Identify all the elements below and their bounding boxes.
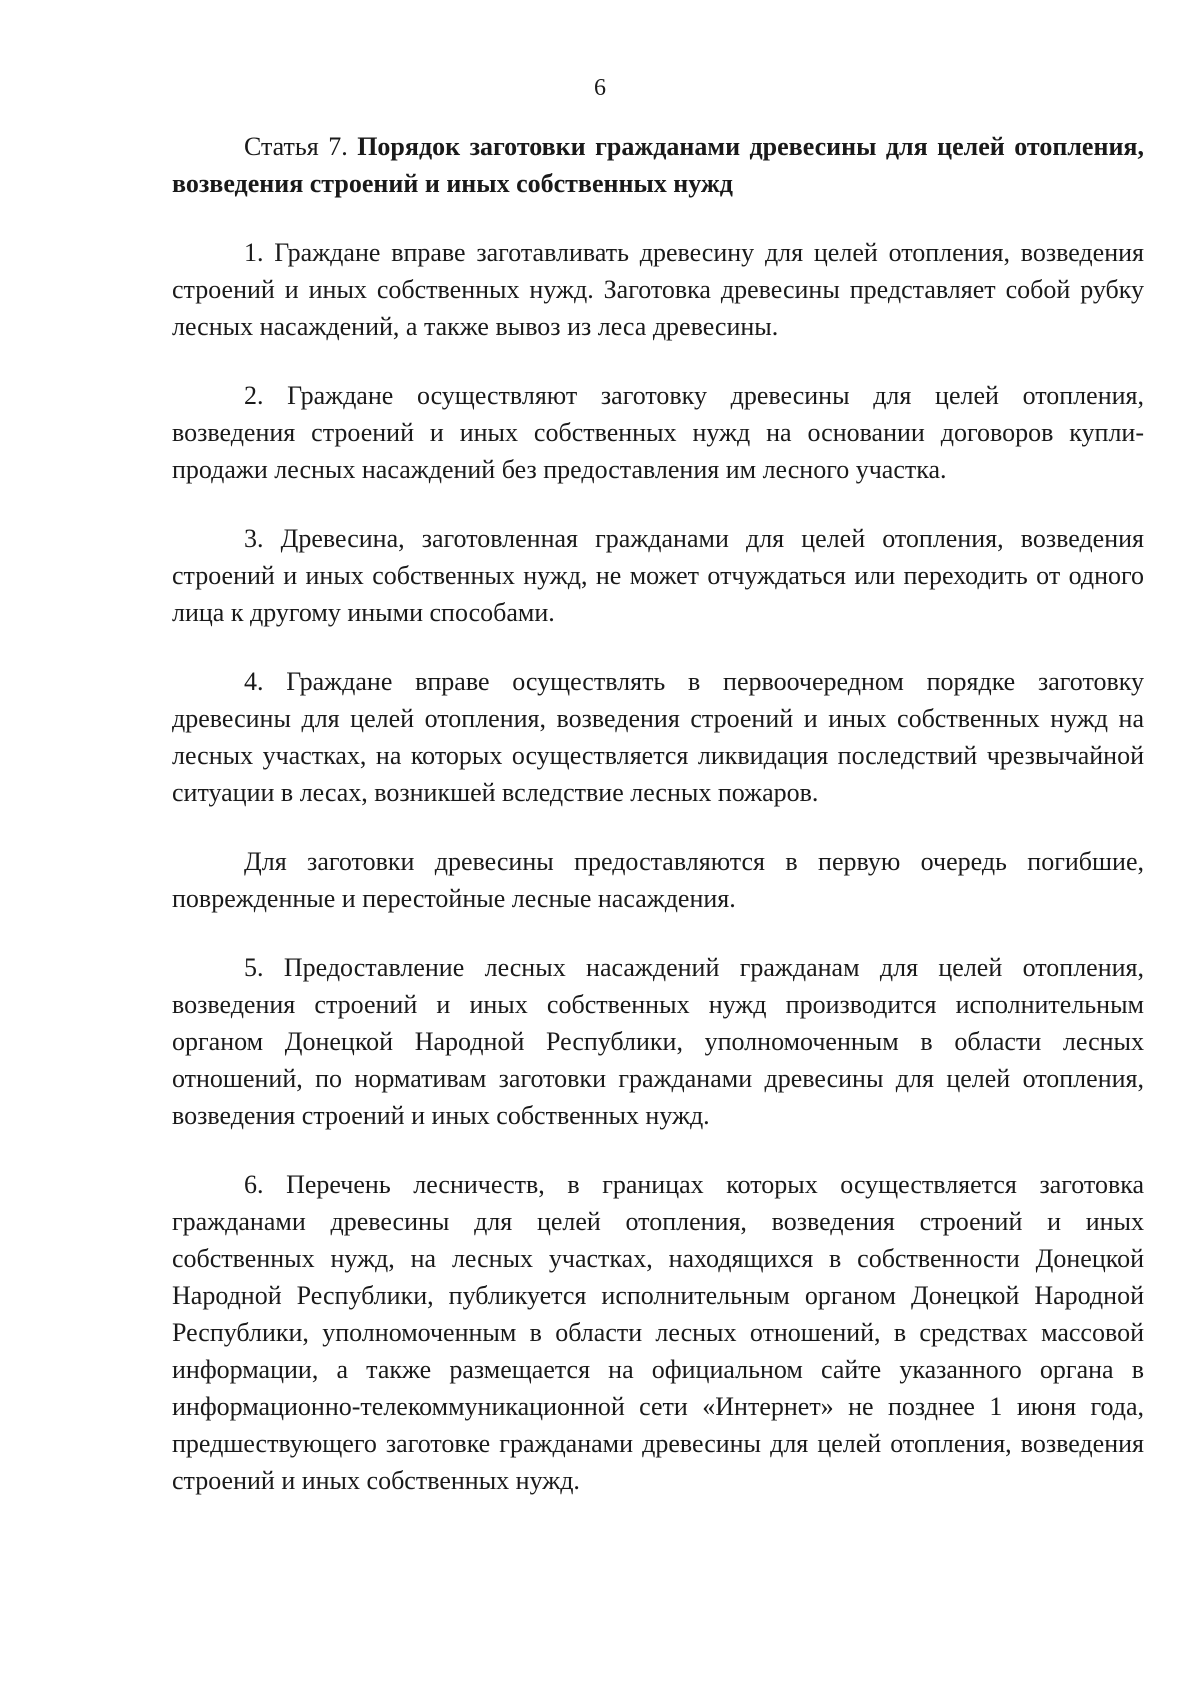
paragraph-2: 2. Граждане осуществляют заготовку древесины для целей отопления, возведения строений и иных собственных нужд на основании договоров купли-продажи лесных насаждений без предоставления им лесного участка. [172,381,1144,484]
paragraph-4: 4. Граждане вправе осуществлять в первоочередном порядке заготовку древесины для целей отопления, возведения строений и иных собственных нужд на лесных участках, на которых осуществляется ликвидация последствий чрезвычайной ситуации в лесах, возникшей вследствие лесных пожаров. [172,667,1144,807]
article-title: Порядок заготовки гражданами древесины для целей отопления, возведения строений и иных собственных нужд [172,132,1144,198]
paragraph-4-continuation: Для заготовки древесины предоставляются в первую очередь погибшие, поврежденные и перестойные лесные насаждения. [172,847,1144,913]
paragraph-5: 5. Предоставление лесных насаждений гражданам для целей отопления, возведения строений и иных собственных нужд производится исполнительным органом Донецкой Народной Республики, уполномоченным в области лесных отношений, по нормативам заготовки гражданами древесины для целей отопления, возведения строений и иных собственных нужд. [172,953,1144,1130]
article-number: Статья 7. [244,132,348,161]
paragraph-6: 6. Перечень лесничеств, в границах которых осуществляется заготовка гражданами древесины для целей отопления, возведения строений и иных собственных нужд, на лесных участках, находящихся в собственности Донецкой Народной Республики, публикуется исполнительным органом Донецкой Народной Республики, уполномоченным в области лесных отношений, в средствах массовой информации, а также размещается на официальном сайте указанного органа в информационно-телекоммуникационной сети «Интернет» не позднее 1 июня года, предшествующего заготовке гражданами древесины для целей отопления, возведения строений и иных собственных нужд. [172,1170,1144,1495]
document-body [172,128,1144,1531]
paragraph-1: 1. Граждане вправе заготавливать древесину для целей отопления, возведения строений и иных собственных нужд. Заготовка древесины представляет собой рубку лесных насаждений, а также вывоз из леса древесины. [172,238,1144,341]
paragraph-3: 3. Древесина, заготовленная гражданами для целей отопления, возведения строений и иных собственных нужд, не может отчуждаться или переходить от одного лица к другому иными способами. [172,524,1144,627]
page-number: 6 [594,75,606,101]
article-heading [172,128,1144,202]
